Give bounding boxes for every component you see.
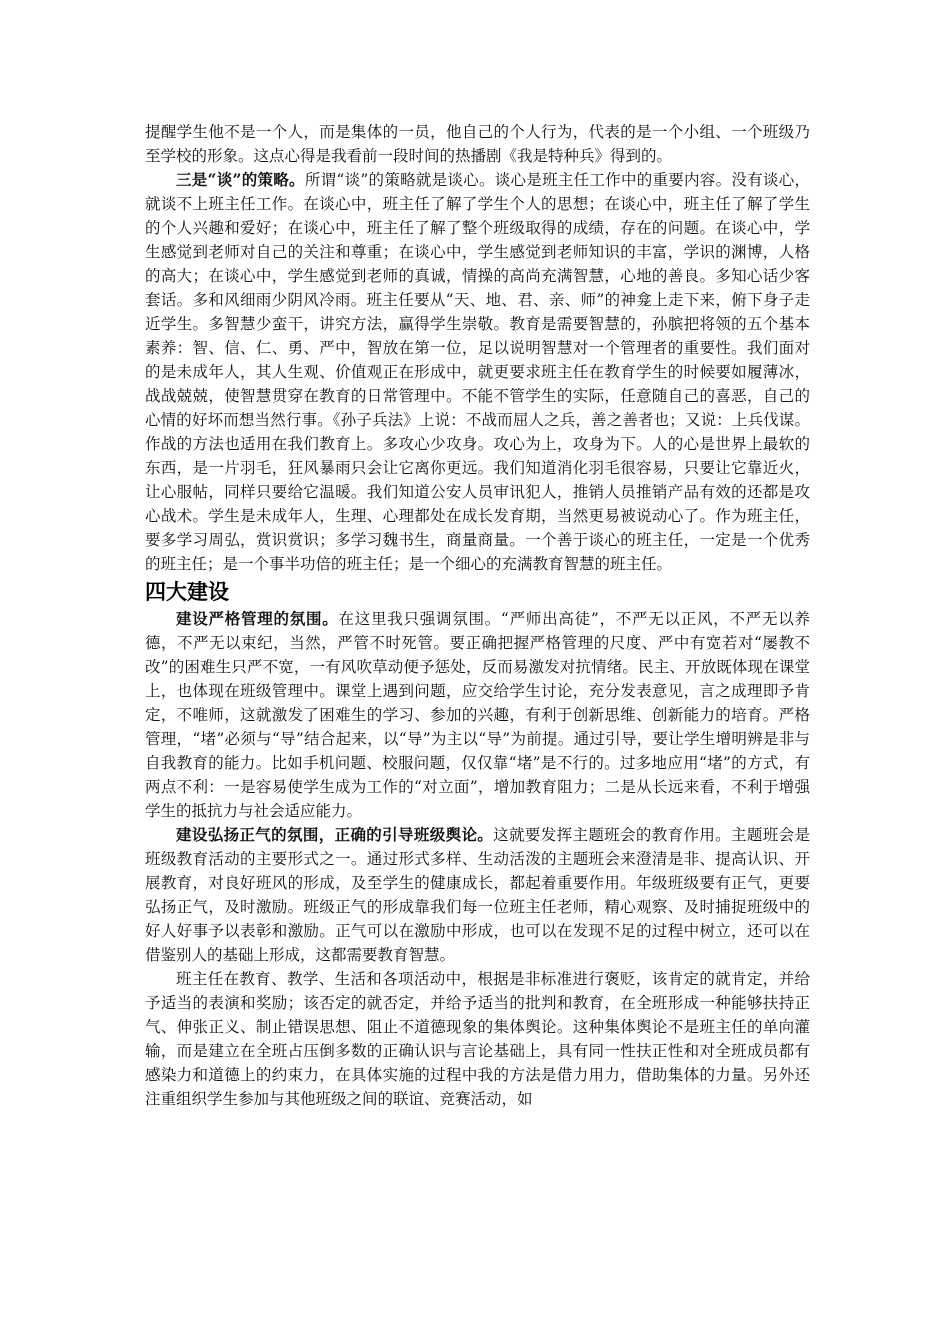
paragraph-lead-heading: 建设严格管理的氛围。 bbox=[176, 609, 339, 628]
paragraph-lead-heading: 三是“谈”的策略。 bbox=[176, 170, 305, 189]
paragraph-righteous-atmosphere bbox=[145, 823, 810, 967]
paragraph-text: 所谓“谈”的策略就是谈心。谈心是班主任工作中的重要内容。没有谈心，就谈不上班主任工作。在谈心中，班主任了解了学生个人的思想；在谈心中，班主任了解了学生的个人兴趣和爱好；在谈心中，班主任了解了整个班级取得的成绩，存在的问题。在谈心中，学生感觉到老师对自己的关注和尊重；在谈心中，学生感觉到老师知识的丰富，学识的渊博，人格的高大；在谈心中，学生感觉到老师的真诚，情操的高尚充满智慧，心地的善良。多知心话少客套话。多和风细雨少阴风冷雨。班主任要从“天、地、君、亲、师”的神龛上走下来，俯下身子走近学生。多智慧少蛮干，讲究方法，赢得学生崇敬。教育是需要智慧的，孙膑把将领的五个基本素养：智、信、仁、勇、严中，智放在第一位，足以说明智慧对一个管理者的重要性。我们面对的是未成年人，其人生观、价值观正在形成中，就更要求班主任在教育学生的时候要如履薄冰，战战兢兢，使智慧贯穿在教育的日常管理中。不能不管学生的实际，任意随自己的喜恶，自己的心情的好坏而想当然行事。《孙子兵法》上说：不战而屈人之兵，善之善者也；又说：上兵伐谋。作战的方法也适用在我们教育上。多攻心少攻身。攻心为上，攻身为下。人的心是世界上最软的东西，是一片羽毛，狂风暴雨只会让它离你更远。我们知道消化羽毛很容易，只要让它靠近火，让心服帖，同样只要给它温暖。我们知道公安人员审讯犯人，推销人员推销产品有效的还都是攻心战术。学生是未成年人，生理、心理都处在成长发育期，当然更易被说动心了。作为班主任，要多学习周弘，赏识赏识；多学习魏书生，商量商量。一个善于谈心的班主任，一定是一个优秀的班主任；是一个事半功倍的班主任；是一个细心的充满教育智慧的班主任。 bbox=[145, 171, 810, 573]
paragraph-lead-heading: 建设弘扬正气的氛围，正确的引导班级舆论。 bbox=[176, 825, 494, 844]
paragraph-text: 这就要发挥主题班会的教育作用。主题班会是班级教育活动的主要形式之一。通过形式多样、生动活泼的主题班会来澄清是非、提高认识、开展教育，对良好班风的形成，及至学生的健康成长，都起着重要作用。年级班级要有正气，更要弘扬正气，及时激励。班级正气的形成靠我们每一位班主任老师，精心观察、及时捕捉班级中的好人好事予以表彰和激励。正气可以在激励中形成，也可以在发现不足的过程中树立，还可以在借鉴别人的基础上形成，这都需要教育智慧。 bbox=[145, 826, 810, 964]
paragraph-text: 在这里我只强调氛围。“严师出高徒”，不严无以正风，不严无以养德，不严无以束纪，当然，严管不时死管。要正确把握严格管理的尺度、严中有宽若对“屡教不改”的困难生只严不宽，一有风吹草动便予惩处，反而易激发对抗情绪。民主、开放既体现在课堂上，也体现在班级管理中。课堂上遇到问题，应交给学生讨论，充分发表意见，言之成理即予肯定，不唯师，这就激发了困难生的学习、参加的兴趣，有利于创新思维、创新能力的培育。严格管理，“堵”必须与“导”结合起来，以“导”为主以“导”为前提。通过引导，要让学生增明辨是非与自我教育的能力。比如手机问题、校服问题，仅仅靠“堵”是不行的。过多地应用“堵”的方式，有两点不利：一是容易使学生成为工作的“对立面”，增加教育阻力；二是从长远来看，不利于增强学生的抵抗力与社会适应能力。 bbox=[145, 610, 810, 820]
section-heading: 四大建设 bbox=[145, 580, 229, 604]
paragraph-talk-strategy bbox=[145, 168, 810, 576]
paragraph-strict-management bbox=[145, 607, 810, 823]
paragraph-continued: 提醒学生他不是一个人，而是集体的一员，他自己的个人行为，代表的是一个小组、一个班级乃至学校的形象。这点心得是我看前一段时间的热播剧《我是特种兵》得到的。 bbox=[145, 123, 810, 165]
paragraph-public-opinion: 班主任在教育、教学、生活和各项活动中，根据是非标准进行褒贬，该肯定的就肯定，并给予适当的表演和奖励；该否定的就否定，并给予适当的批判和教育，在全班形成一种能够扶持正气、伸张正义、制止错误思想、阻止不道德现象的集体舆论。这种集体舆论不是班主任的单向灌输，而是建立在全班占压倒多数的正确认识与言论基础上，具有同一性扶正性和对全班成员都有感染力和道德上的约束力，在具体实施的过程中我的方法是借力用力，借助集体的力量。另外还注重组织学生参加与其他班级之间的联谊、竞赛活动，如 bbox=[145, 970, 810, 1108]
document-body bbox=[145, 120, 810, 1111]
